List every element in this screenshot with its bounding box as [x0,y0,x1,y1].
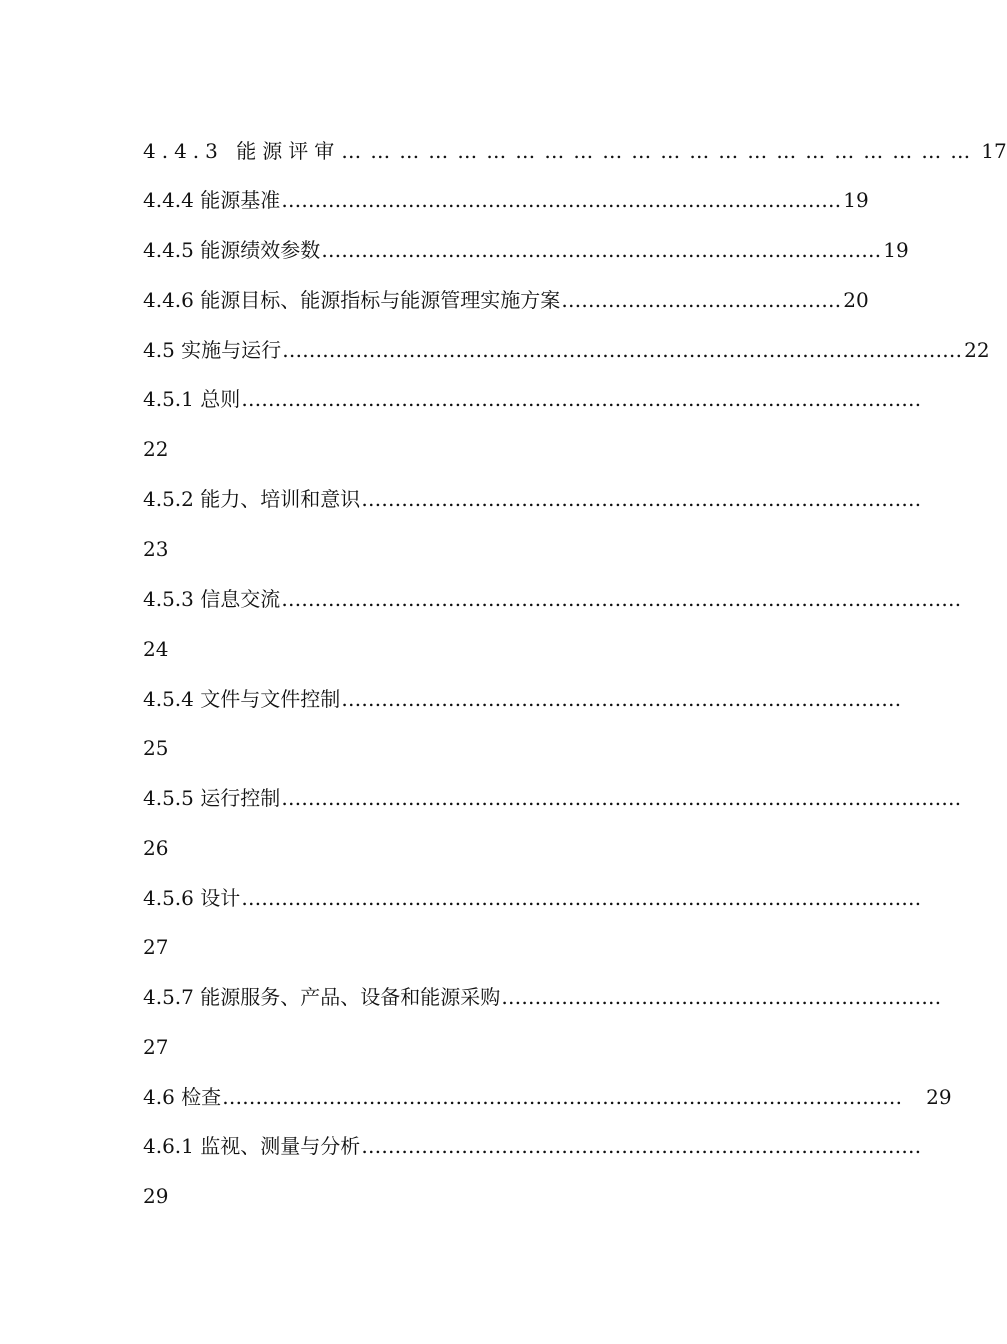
toc-entry-4-5-3[interactable] [143,584,962,614]
toc-leader-dots: ………………………………………………………… [501,985,942,1009]
toc-entry-label: 4.6.1 监视、测量与分析 [143,1134,361,1158]
toc-entry-page: 27 [143,1035,169,1059]
toc-leader-dots: ………………………………………………………………………… [321,238,882,262]
toc-entry-page: 24 [143,637,169,661]
toc-entry-page: 29 [143,1184,169,1208]
toc-entry-label: 4.5.2 能力、培训和意识 [143,487,361,511]
toc-entry-page: 23 [143,537,169,561]
toc-entry-label: 4.5 实施与运行 [143,338,282,362]
toc-entry-label: 4.4.3 能源评审 [143,139,341,163]
toc-entry-label: 4.5.7 能源服务、产品、设备和能源采购 [143,985,501,1009]
toc-entry-page: 27 [143,935,169,959]
toc-entry-4-5-4[interactable] [143,684,902,714]
toc-entry-4-5-2[interactable] [143,484,922,514]
toc-leader-dots: ………………………………………………………… [341,139,980,163]
toc-entry-label: 4.5.5 运行控制 [143,786,281,810]
toc-entry-label: 4.5.3 信息交流 [143,587,281,611]
toc-entry-page: 25 [143,736,169,760]
toc-entry-4-6[interactable] [143,1082,952,1112]
toc-leader-dots: ………………………………………………………………………… [361,1134,922,1158]
toc-entry-4-4-4[interactable] [143,185,869,215]
toc-leader-dots: ………………………………………………………………………………………… [241,886,922,910]
toc-entry-4-5-7[interactable] [143,982,942,1012]
toc-leader-dots: ………………………………………………………………………… [341,687,902,711]
toc-entry-4-5[interactable] [143,335,990,365]
toc-leader-dots: ………………………………………………………………………… [281,188,842,212]
toc-entry-page: 20 [843,288,869,312]
toc-entry-page: 19 [843,188,869,212]
toc-entry-4-4-3[interactable] [143,136,1007,166]
toc-entry-label: 4.5.1 总则 [143,387,241,411]
toc-entry-label: 4.4.6 能源目标、能源指标与能源管理实施方案 [143,288,561,312]
toc-leader-dots: ………………………………………………………………………………………… [282,338,963,362]
toc-entry-page: 29 [926,1085,952,1109]
toc-leader-dots: ………………………………………………………………………………………… [281,786,962,810]
toc-entry-4-5-5[interactable] [143,783,962,813]
toc-entry-label: 4.6 检查 [143,1085,222,1109]
toc-entry-page: 22 [143,437,169,461]
toc-entry-page: 22 [964,338,990,362]
toc-leader-dots: ………………………………………………………………………… [361,487,922,511]
toc-leader-dots: ………………………………………………………………………………………… [222,1085,903,1109]
toc-entry-label: 4.4.4 能源基准 [143,188,281,212]
toc-leader-dots: …………………………………… [561,288,842,312]
toc-entry-4-5-6[interactable] [143,883,922,913]
toc-entry-label: 4.5.6 设计 [143,886,241,910]
toc-entry-4-5-1[interactable] [143,384,922,414]
toc-entry-page: 26 [143,836,169,860]
toc-leader-dots: ………………………………………………………………………………………… [281,587,962,611]
toc-entry-4-4-5[interactable] [143,235,909,265]
toc-entry-4-6-1[interactable] [143,1131,922,1161]
toc-leader-dots: ………………………………………………………………………………………… [241,387,922,411]
toc-entry-label: 4.4.5 能源绩效参数 [143,238,321,262]
toc-entry-page: 17 [981,139,1007,163]
toc-entry-page: 19 [883,238,909,262]
toc-entry-label: 4.5.4 文件与文件控制 [143,687,341,711]
toc-entry-4-4-6[interactable] [143,285,869,315]
